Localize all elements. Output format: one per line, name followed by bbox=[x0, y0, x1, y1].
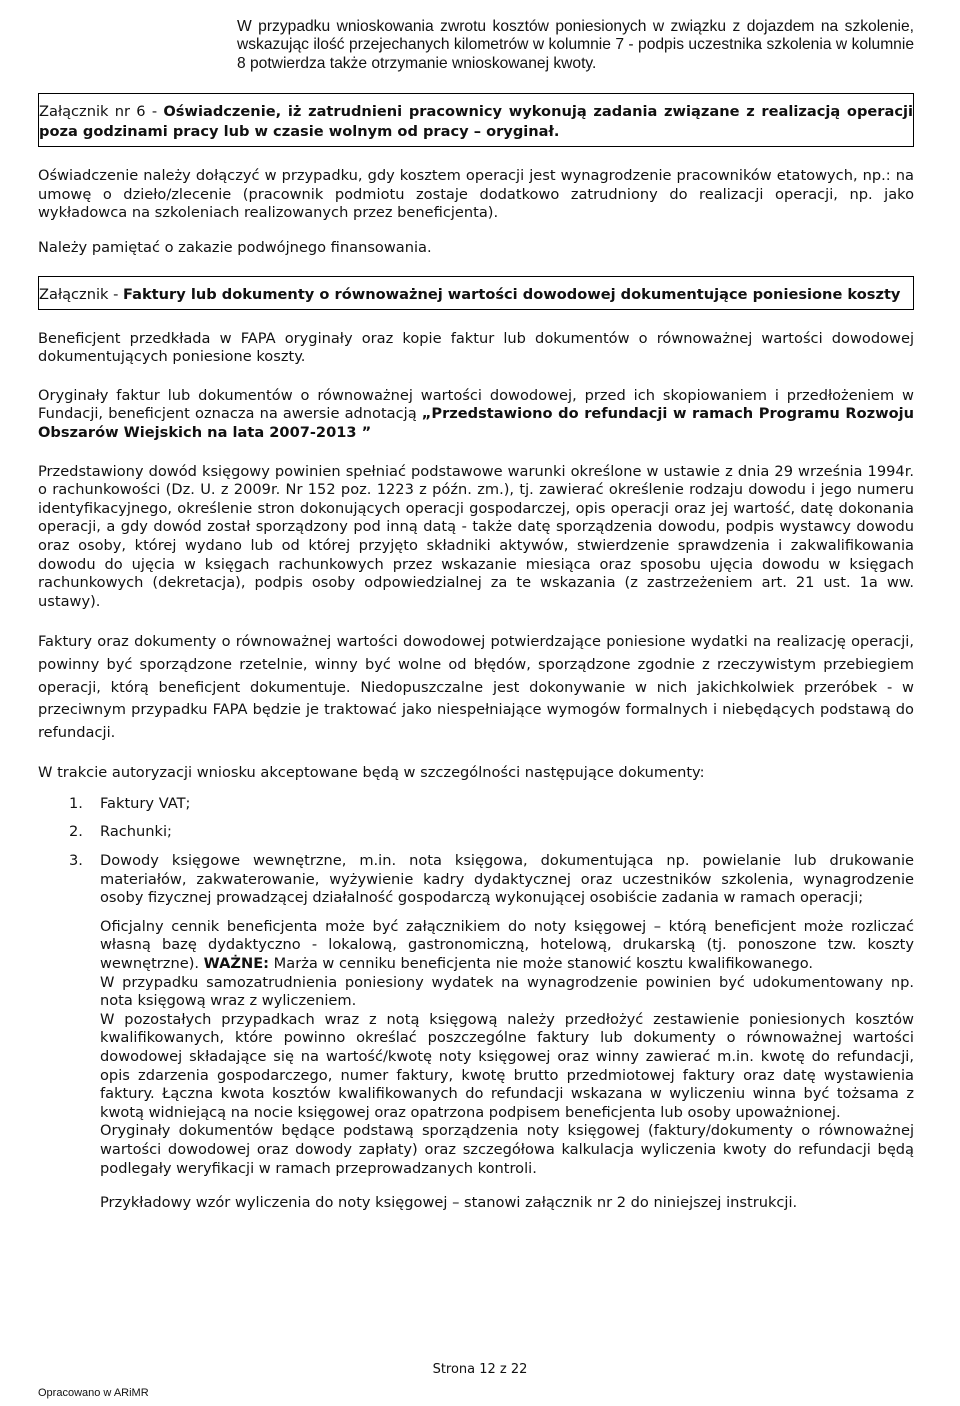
other-cases-paragraph: W pozostałych przypadkach wraz z notą księgową należy przedłożyć zestawienie poniesionych kosztów kwalifikowanych, które powinno określać poszczególne faktury lub dokumenty o równoważnej wartości dowodowej składające się na wartość/kwotę noty księgowej oraz winny zawierać m.in. kwotę do refundacji, opis zdarzenia gospodarczego, numer faktury, kwotę brutto przedmiotowej faktury oraz datę wystawienia faktury. Łączna kwota kosztów kwalifikowanych do refundacji wskazana w wyliczeniu winna być tożsama z kwotą widniejącą na nocie księgowej oraz opatrzona podpisem beneficjenta lub osoby upoważnionej. bbox=[100, 1010, 914, 1121]
attachment-invoices-title: Faktury lub dokumenty o równoważnej wartości dowodowej dokumentujące poniesione koszty bbox=[123, 285, 901, 303]
originals-paragraph bbox=[38, 387, 914, 443]
invoices-paragraph: Faktury oraz dokumenty o równoważnej wartości dowodowej potwierdzające poniesione wydatki na realizację operacji, powinny być sporządzone rzetelnie, winny być wolne od błędów, sporządzone zgodnie z rzeczywistym przebiegiem operacji, którą beneficjent dokumentuje. Niedopuszczalne jest dokonywanie w nich jakichkolwiek przeróbek - w przeciwnym przypadku FAPA będzie je traktować jako niespełniające wymogów formalnych i niebędących podstawą do refundacji. bbox=[38, 633, 914, 741]
list-item bbox=[38, 852, 914, 908]
originals-text: Oryginały faktur lub dokumentów o równoważnej wartości dowodowej, przed ich skopiowaniem i przedłożeniem w Fundacji, beneficjent oznacza na awersie adnotacją bbox=[38, 386, 914, 423]
attachment-invoices-prefix: Załącznik - bbox=[39, 285, 124, 303]
attachment-6-prefix: Załącznik nr 6 - bbox=[39, 103, 164, 121]
attachment-6-box bbox=[38, 93, 914, 147]
beneficiary-paragraph: Beneficjent przedkłada w FAPA oryginały oraz kopie faktur lub dokumentów o równoważnej wartości dowodowej dokumentujących poniesione koszty. bbox=[38, 329, 914, 366]
intro-paragraph: W przypadku wnioskowania zwrotu kosztów poniesionych w związku z dojazdem na szkolenie, wskazując ilość przejechanych kilometrów w kolumnie 7 - podpis uczestnika szkolenia w kolumnie 8 potwierdza także otrzymanie wnioskowanej kwoty. bbox=[237, 18, 914, 72]
originals-annotation: „Przedstawiono do refundacji w ramach Programu Rozwoju Obszarów Wiejskich na lata 2007-2013 ” bbox=[38, 405, 914, 441]
note-originals-paragraph: Oryginały dokumentów będące podstawą sporządzenia noty księgowej (faktury/dokumenty o równoważnej wartości dowodowej oraz dowody zapłaty) oraz szczegółowa kalkulacja wyliczenia kwoty do refundacji będą podlegały weryfikacji w ramach przeprowadzanych kontroli. bbox=[100, 1122, 914, 1177]
list-item bbox=[38, 795, 914, 814]
list-item-text: Faktury VAT; bbox=[100, 794, 191, 812]
double-funding-note: Należy pamiętać o zakazie podwójnego finansowania. bbox=[38, 239, 432, 256]
example-template-paragraph: Przykładowy wzór wyliczenia do noty księgowej – stanowi załącznik nr 2 do niniejszej instrukcji. bbox=[100, 1194, 798, 1212]
price-list-paragraph bbox=[100, 918, 914, 974]
page-number: Strona 12 z 22 bbox=[432, 1362, 528, 1377]
list-item-number: 3. bbox=[69, 852, 83, 870]
attachment-invoices-box bbox=[38, 276, 914, 310]
list-item-text: Dowody księgowe wewnętrzne, m.in. nota księgowa, dokumentująca np. powielanie lub drukowanie materiałów, zakwaterowanie, wyżywienie kadry dydaktycznej oraz uczestników szkolenia, wynagrodzenie osoby fizycznej prowadzącej działalność gospodarczą wykonującej osobiście zadania w ramach operacji; bbox=[100, 852, 914, 907]
authorization-intro: W trakcie autoryzacji wniosku akceptowane będą w szczególności następujące dokumenty: bbox=[38, 764, 705, 782]
document-page bbox=[38, 18, 914, 1213]
important-label: WAŻNE: bbox=[203, 955, 270, 973]
attachment-invoices-heading bbox=[39, 285, 913, 305]
list-item-number: 1. bbox=[69, 794, 83, 812]
accepted-documents-list bbox=[38, 795, 914, 908]
accounting-proof-paragraph: Przedstawiony dowód księgowy powinien spełniać podstawowe warunki określone w ustawie z dnia 29 września 1994r. o rachunkowości (Dz. U. z 2009r. Nr 152 poz. 1223 z późn. zm.), tj. zawierać określenie rodzaju dowodu i jego numeru identyfikacyjnego, określenie stron dokonujących operacji gospodarczej, opis operacji oraz jej wartość, datę dokonania operacji, a gdy dowód został sporządzony pod inną datą - także datę sporządzenia dowodu, podpis wystawcy dowodu oraz osoby, której wydano lub od której przyjęto składniki aktywów, stwierdzenie sprawdzenia i zakwalifikowania dowodu do ujęcia w księgach rachunkowych przez wskazanie miesiąca oraz sposobu ujęcia dowodu w księgach rachunkowych (dekretacja), podpis osoby odpowiedzialnej za te wskazania (z zastrzeżeniem art. 21 ust. 1a ww. ustawy). bbox=[38, 462, 914, 610]
attachment-6-title: Oświadczenie, iż zatrudnieni pracownicy wykonują zadania związane z realizacją operacji poza godzinami pracy lub w czasie wolnym od pracy – oryginał. bbox=[39, 103, 913, 141]
footer-author: Opracowano w ARiMR bbox=[38, 1387, 149, 1399]
statement-paragraph: Oświadczenie należy dołączyć w przypadku, gdy kosztem operacji jest wynagrodzenie pracowników etatowych, np.: na umowę o dzieło/zlecenie (pracownik podmiotu zostaje dodatkowo zatrudniony do realizacji operacji, np. jako wykładowca na szkoleniach realizowanych przez beneficjenta). bbox=[38, 167, 914, 222]
list-item-text: Rachunki; bbox=[100, 823, 172, 841]
price-list-text: Oficjalny cennik beneficjenta może być załącznikiem do noty księgowej – którą beneficjent może rozliczać własną bazę dydaktyczno - lokalową, gastronomiczną, hotelową, drukarską (tj. ponoszone tzw. koszty wewnętrzne). bbox=[100, 917, 914, 973]
list-item-number: 2. bbox=[69, 823, 83, 841]
sub-section bbox=[38, 918, 914, 1213]
price-list-note: Marża w cenniku beneficjenta nie może stanowić kosztu kwalifikowanego. bbox=[269, 955, 814, 973]
self-employment-paragraph: W przypadku samozatrudnienia poniesiony wydatek na wynagrodzenie powinien być udokumentowany np. nota księgową wraz z wyliczeniem. bbox=[100, 973, 914, 1010]
attachment-6-heading bbox=[39, 102, 913, 142]
list-item bbox=[38, 823, 914, 842]
